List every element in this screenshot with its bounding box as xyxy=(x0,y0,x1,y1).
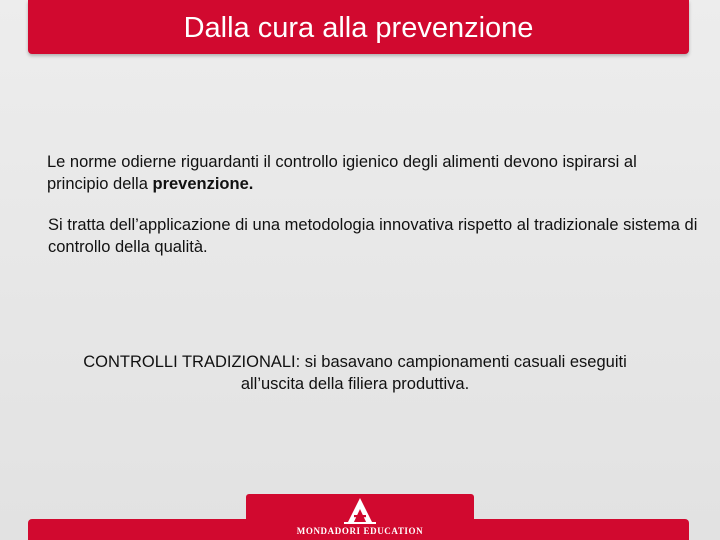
publisher-logo-text: MONDADORI EDUCATION xyxy=(296,526,424,536)
paragraph-prevention xyxy=(47,151,697,195)
title-bar xyxy=(28,0,689,54)
paragraph-traditional-controls: CONTROLLI TRADIZIONALI: si basavano campionamenti casuali eseguiti all’uscita della filiera produttiva. xyxy=(83,353,627,393)
slide-title: Dalla cura alla prevenzione xyxy=(183,12,534,44)
paragraph-methodology: Si tratta dell’applicazione di una metodologia innovativa rispetto al tradizionale sistema di controllo della qualità. xyxy=(48,216,698,256)
letter-a-logo-icon xyxy=(342,497,378,525)
paragraph-prevention-bold: prevenzione. xyxy=(152,175,254,193)
paragraph-prevention-text: Le norme odierne riguardanti il controllo igienico degli alimenti devono ispirarsi al principio della xyxy=(47,153,637,193)
publisher-logo xyxy=(246,494,474,540)
